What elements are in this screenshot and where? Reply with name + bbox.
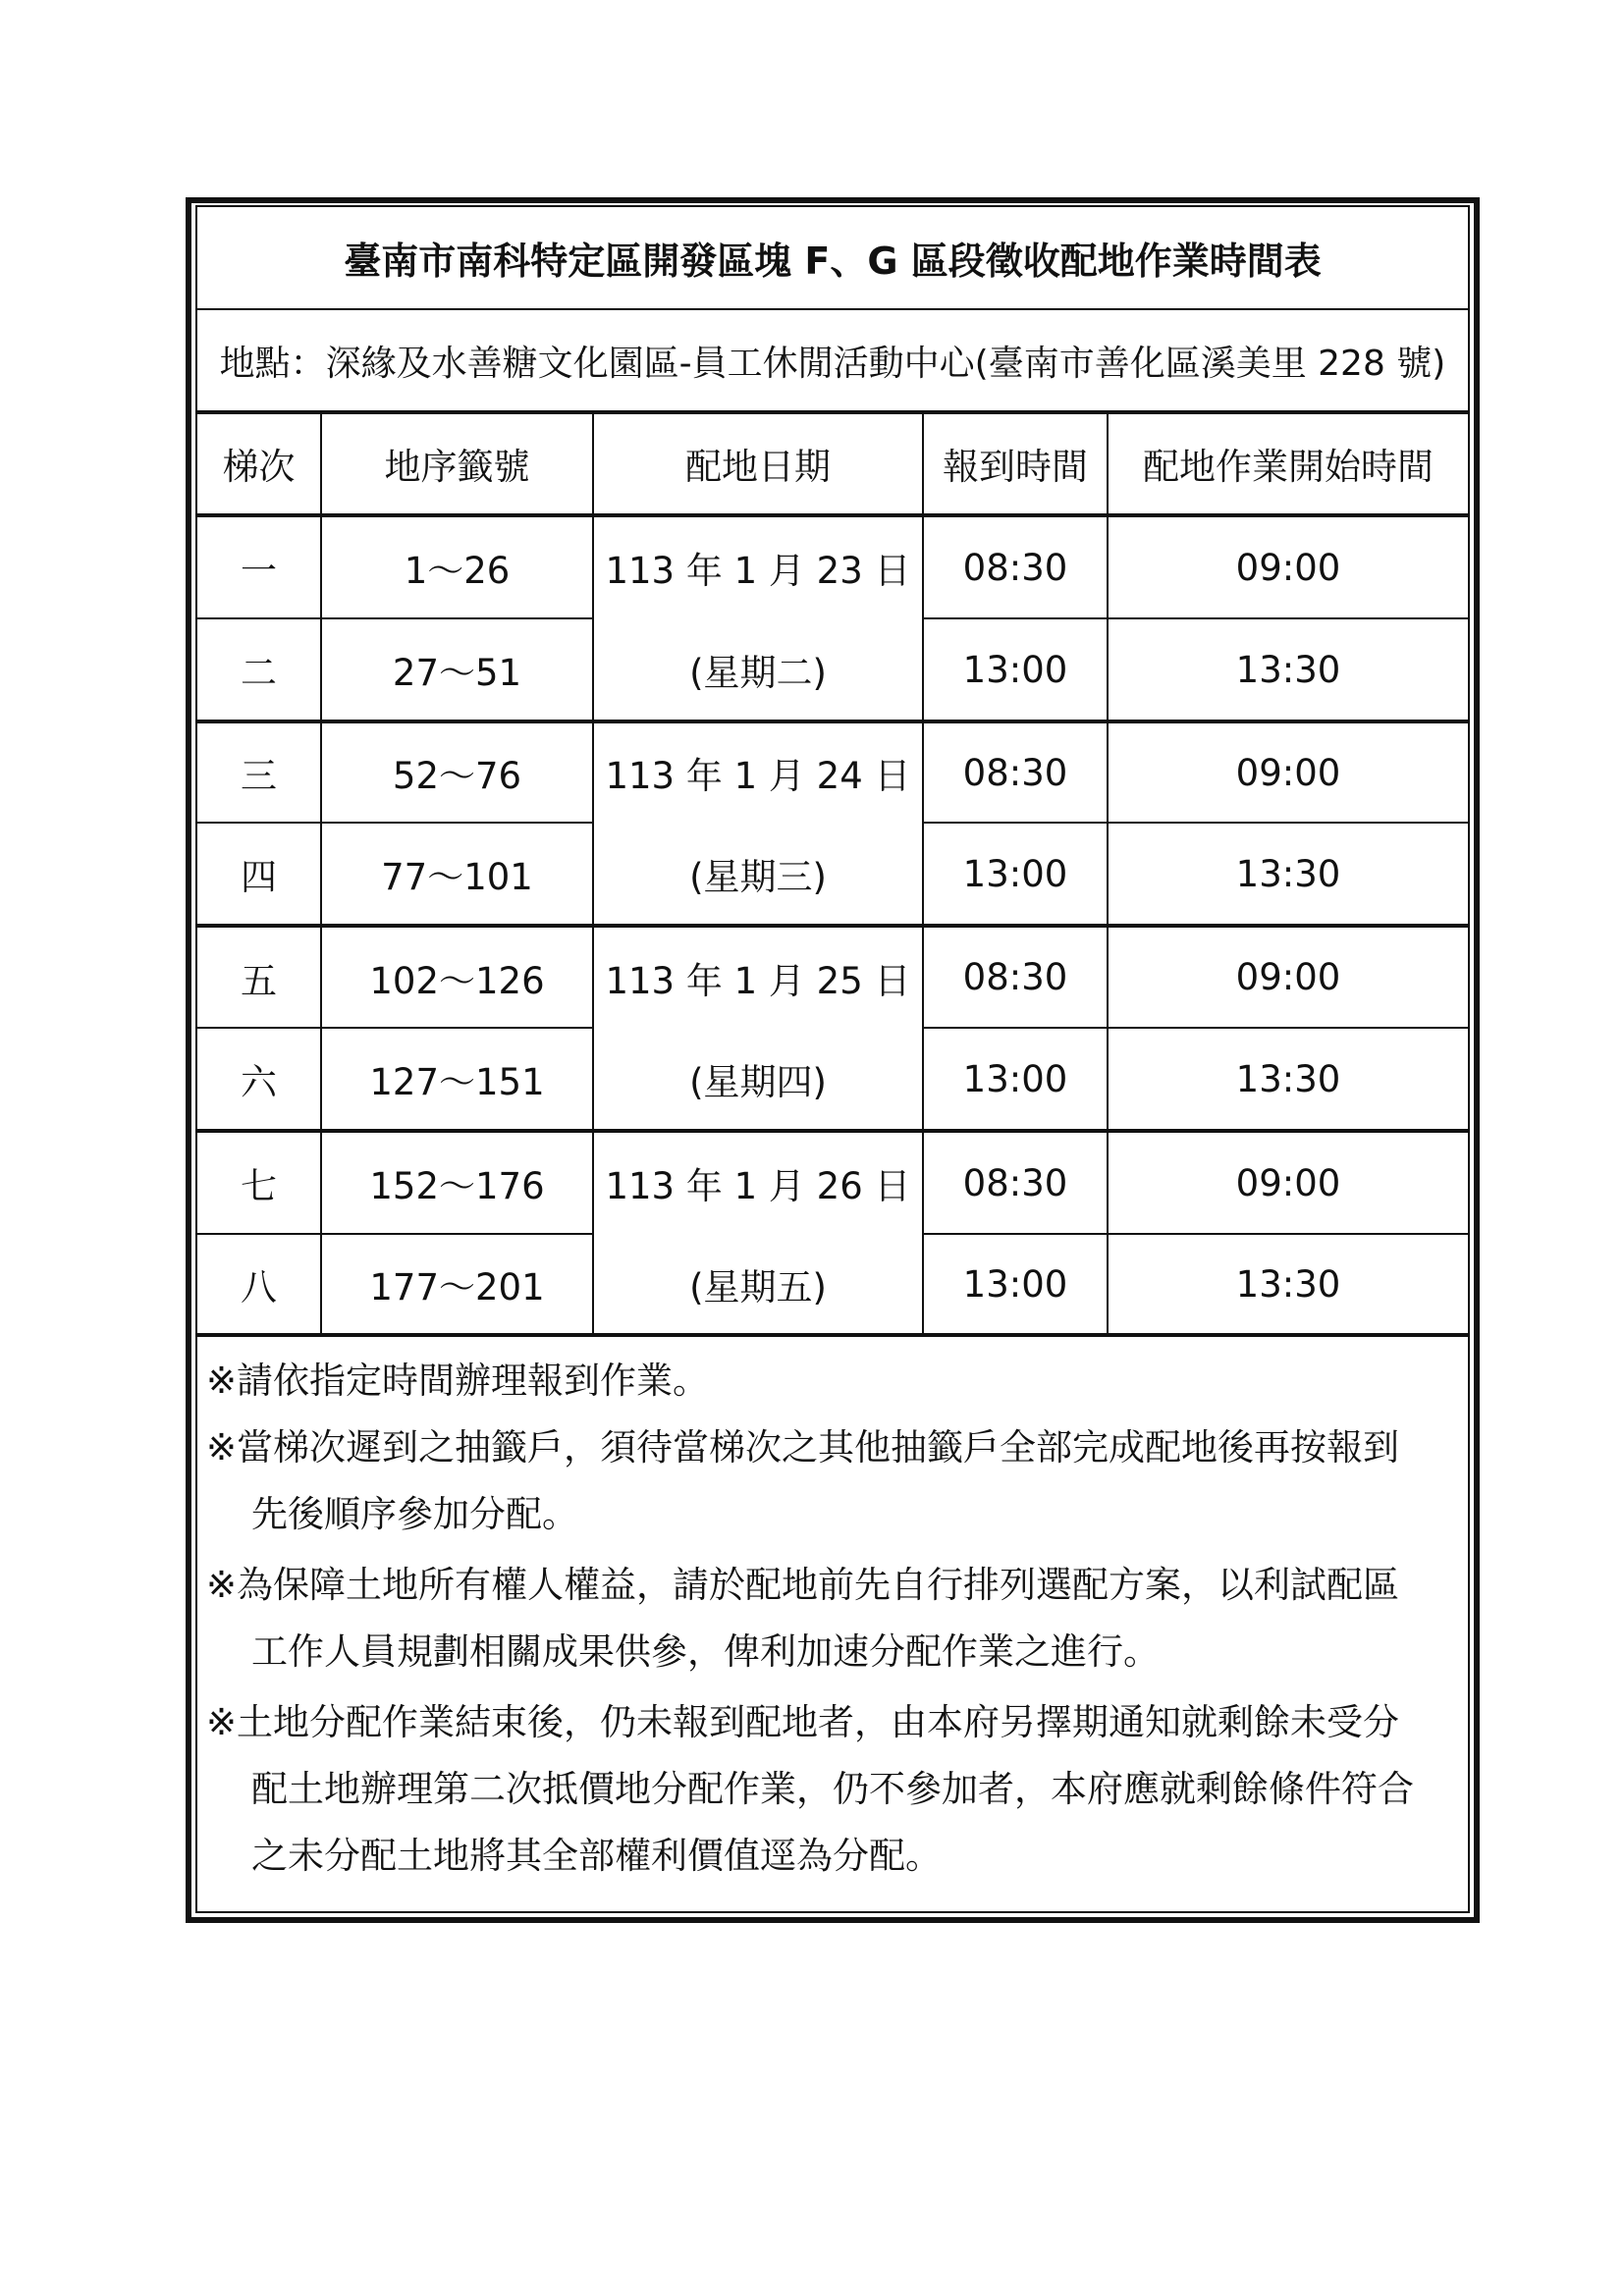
table-rule: [196, 308, 1469, 310]
lot-range-cell: 102～126: [369, 959, 545, 1002]
checkin-time-cell: 08:30: [962, 751, 1068, 794]
note: [206, 1415, 1463, 1548]
date-cell: 113 年 1 月 24 日: [605, 755, 911, 797]
schedule-row: [196, 1234, 1469, 1334]
start-time-cell: 09:00: [1235, 546, 1341, 589]
start-time-cell: 09:00: [1235, 956, 1341, 998]
note-line: 工作人員規劃相關成果供參，俾利加速分配作業之進行。: [251, 1630, 1160, 1673]
checkin-time-cell: 08:30: [962, 546, 1068, 589]
schedule-row: [196, 1028, 1469, 1130]
batch-cell: 三: [241, 755, 277, 797]
schedule-row: [196, 1132, 1469, 1234]
checkin-time-cell: 13:00: [962, 1057, 1068, 1100]
start-time-cell: 13:30: [1235, 1057, 1341, 1100]
lot-range-cell: 177～201: [369, 1266, 545, 1308]
date-cell: 113 年 1 月 23 日: [605, 550, 911, 592]
batch-cell: 七: [241, 1165, 277, 1207]
schedule-row: [196, 516, 1469, 618]
note-line: 先後順序參加分配。: [251, 1493, 578, 1535]
notes-section: [206, 1348, 1463, 1890]
lot-range-cell: 1～26: [404, 550, 511, 592]
note-line: ※土地分配作業結束後，仍未報到配地者，由本府另擇期通知就剩餘未受分: [206, 1701, 1399, 1743]
batch-cell: 六: [241, 1061, 277, 1103]
schedule-row: [196, 618, 1469, 721]
lot-range-cell: 77～101: [381, 856, 533, 898]
note-line: 配土地辦理第二次抵價地分配作業，仍不參加者，本府應就剩餘條件符合: [251, 1768, 1414, 1810]
note: [206, 1348, 1463, 1415]
header-lot-range: 地序籤號: [384, 446, 530, 488]
note: [206, 1552, 1463, 1685]
schedule-row: [196, 927, 1469, 1028]
header-batch: 梯次: [222, 446, 296, 488]
start-time-cell: 09:00: [1235, 1161, 1341, 1204]
batch-cell: 四: [241, 856, 277, 898]
note-line: 之未分配土地將其全部權利價值逕為分配。: [251, 1835, 942, 1877]
note-line: ※請依指定時間辦理報到作業。: [206, 1360, 710, 1402]
header-start-time: 配地作業開始時間: [1143, 446, 1434, 488]
header-date: 配地日期: [685, 446, 831, 488]
weekday-cell: (星期五): [689, 1266, 827, 1308]
date-cell: 113 年 1 月 25 日: [605, 959, 911, 1002]
batch-cell: 一: [241, 550, 277, 592]
start-time-cell: 13:30: [1235, 1262, 1341, 1306]
batch-cell: 八: [241, 1266, 277, 1308]
schedule-row: [196, 823, 1469, 925]
weekday-cell: (星期三): [689, 856, 827, 898]
checkin-time-cell: 13:00: [962, 648, 1068, 691]
start-time-cell: 13:30: [1235, 852, 1341, 895]
note-line: ※為保障土地所有權人權益，請於配地前先自行排列選配方案，以利試配區: [206, 1564, 1399, 1606]
batch-cell: 五: [241, 959, 277, 1002]
checkin-time-cell: 08:30: [962, 1161, 1068, 1204]
table-header-row: [196, 412, 1469, 514]
start-time-cell: 13:30: [1235, 648, 1341, 691]
start-time-cell: 09:00: [1235, 751, 1341, 794]
location-text: 地點：深緣及水善糖文化園區-員工休閒活動中心(臺南市善化區溪美里 228 號): [219, 343, 1446, 384]
checkin-time-cell: 13:00: [962, 852, 1068, 895]
header-checkin-time: 報到時間: [943, 446, 1088, 488]
document-title: 臺南市南科特定區開發區塊 F、G 區段徵收配地作業時間表: [344, 239, 1322, 283]
batch-cell: 二: [241, 652, 277, 694]
date-cell: 113 年 1 月 26 日: [605, 1165, 911, 1207]
note: [206, 1689, 1463, 1890]
weekday-cell: (星期四): [689, 1061, 827, 1103]
lot-range-cell: 52～76: [392, 755, 522, 797]
weekday-cell: (星期二): [689, 652, 827, 694]
note-line: ※當梯次遲到之抽籤戶，須待當梯次之其他抽籤戶全部完成配地後再按報到: [206, 1426, 1399, 1468]
lot-range-cell: 152～176: [369, 1165, 545, 1207]
lot-range-cell: 27～51: [392, 652, 522, 694]
checkin-time-cell: 08:30: [962, 956, 1068, 998]
schedule-row: [196, 722, 1469, 823]
checkin-time-cell: 13:00: [962, 1262, 1068, 1306]
lot-range-cell: 127～151: [369, 1061, 545, 1103]
